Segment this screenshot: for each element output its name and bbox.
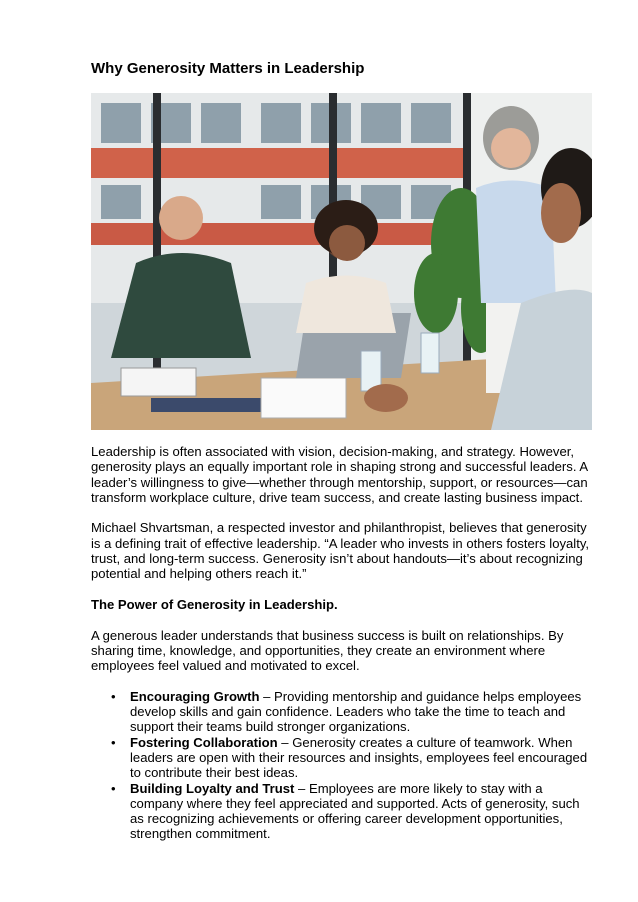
article-title: Why Generosity Matters in Leadership xyxy=(91,60,365,77)
list-item xyxy=(111,734,595,781)
list-item xyxy=(111,780,595,842)
list-item-title: Fostering Collaboration xyxy=(130,734,278,750)
office-meeting-photo xyxy=(91,93,592,430)
section-heading: The Power of Generosity in Leadership. xyxy=(91,596,338,612)
article-body xyxy=(91,444,595,842)
list-item-title: Building Loyalty and Trust xyxy=(130,780,295,796)
bullet-icon: • xyxy=(111,734,116,750)
list-item-text: – Generosity creates a culture of teamwork. When leaders are open with their resources and insights, employees feel encouraged to contribute their best ideas. xyxy=(130,734,588,781)
list-item xyxy=(111,688,595,735)
list-item-title: Encouraging Growth xyxy=(130,688,260,704)
intro-paragraph: Leadership is often associated with vision, decision-making, and strategy. However, generosity plays an equally important role in shaping strong and successful leaders. A leader’s willingness to give—whether through mentorship, support, or resources—can transform workplace culture, drive team success, and create lasting business impact. xyxy=(91,444,588,505)
list-item-text: – Employees are more likely to stay with a company where they feel appreciated and supported. Acts of generosity, such as recognizing achievements or offering career development opportunities, strengthen commitment. xyxy=(130,780,580,842)
bullet-icon: • xyxy=(111,688,116,704)
section-paragraph: A generous leader understands that business success is built on relationships. By sharing time, knowledge, and opportunities, they create an environment where employees feel valued and motivated to excel. xyxy=(91,627,564,674)
list-item-text: – Providing mentorship and guidance helps employees develop skills and gain confidence. Leaders who take the time to teach and support their teams build stronger organizations. xyxy=(130,688,582,735)
bullet-icon: • xyxy=(111,780,116,796)
photo-illustration xyxy=(91,93,592,430)
quote-paragraph: Michael Shvartsman, a respected investor and philanthropist, believes that generosity is a defining trait of effective leadership. “A leader who invests in others fosters loyalty, trust, and long-term success. Generosity isn’t about handouts—it’s about recognizing potential and helping others reach it.” xyxy=(91,520,590,582)
bullet-list xyxy=(91,689,595,842)
